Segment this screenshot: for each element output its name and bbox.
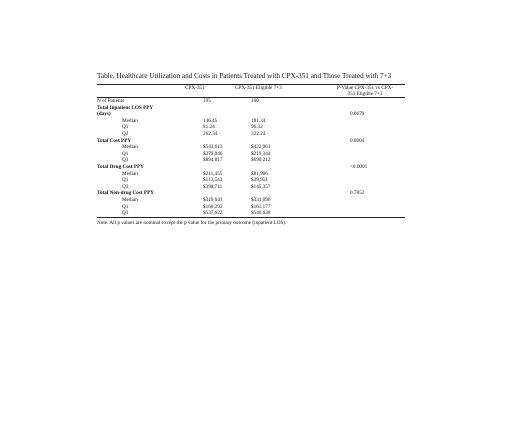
cpx351-value: $113,543 bbox=[203, 177, 223, 184]
table-caption: Table. Healthcare Utilization and Costs in Patients Treated with CPX-351 and Those Treated with 7+3 bbox=[97, 72, 392, 80]
row-label: Q3 bbox=[122, 130, 129, 137]
table-row bbox=[97, 105, 405, 112]
cpx351-eligible-value bbox=[235, 138, 325, 145]
row-label: Q3 bbox=[122, 157, 129, 164]
document bbox=[97, 72, 409, 227]
p-value bbox=[325, 197, 405, 204]
header-cpx351: CPX-351 bbox=[185, 85, 205, 91]
row-label: (days) bbox=[97, 111, 111, 118]
table-row bbox=[97, 177, 405, 184]
p-value: 0.7852 bbox=[350, 190, 365, 197]
table-note: Note. All p values are nominal except the p value for the primary outcome (inpatient LOS). bbox=[97, 219, 287, 226]
cpx351-value bbox=[185, 190, 235, 197]
row-label: Q1 bbox=[122, 124, 129, 131]
table-row bbox=[97, 144, 405, 151]
p-value bbox=[325, 177, 405, 184]
table-row bbox=[97, 131, 405, 138]
cpx351-value bbox=[185, 164, 235, 171]
row-label: Q3 bbox=[122, 183, 129, 190]
table-row bbox=[97, 210, 405, 217]
p-value bbox=[325, 210, 405, 217]
table-row bbox=[97, 98, 405, 105]
row-label: Total Non-drug Cost PPY bbox=[97, 190, 155, 197]
table-row bbox=[97, 157, 405, 164]
p-value bbox=[325, 171, 405, 178]
cpx351-eligible-value: 160 bbox=[251, 98, 259, 104]
results-table bbox=[97, 84, 405, 218]
cpx351-eligible-value: $540,638 bbox=[251, 210, 271, 217]
p-value bbox=[325, 151, 405, 158]
row-label: Median bbox=[122, 196, 138, 203]
p-value bbox=[325, 98, 405, 105]
cpx351-eligible-value: $81,906 bbox=[251, 170, 268, 177]
row-label: Median bbox=[122, 144, 138, 151]
header-row bbox=[97, 85, 405, 98]
header-p-value bbox=[325, 85, 405, 98]
cpx351-value: 146.45 bbox=[203, 117, 218, 124]
p-value bbox=[325, 118, 405, 125]
table-row bbox=[97, 111, 405, 118]
cpx351-value: $279,046 bbox=[203, 150, 223, 157]
p-value bbox=[325, 124, 405, 131]
cpx351-eligible-value bbox=[235, 164, 325, 171]
header-p-value-line2: 351 Eligible 7+3 bbox=[347, 91, 383, 97]
cpx351-eligible-value: $422,961 bbox=[251, 144, 271, 151]
cpx351-eligible-value: $690,212 bbox=[251, 157, 271, 164]
row-label: Median bbox=[122, 117, 138, 124]
cpx351-value bbox=[185, 105, 235, 112]
table-body bbox=[97, 98, 405, 218]
row-label: Q1 bbox=[122, 150, 129, 157]
p-value: <0.0001 bbox=[350, 163, 368, 170]
table-header bbox=[97, 85, 405, 98]
row-label: Q3 bbox=[122, 210, 129, 217]
cpx351-value: $319,643 bbox=[203, 196, 223, 203]
cpx351-value: $398,711 bbox=[203, 183, 223, 190]
cpx351-eligible-value: $219,344 bbox=[251, 150, 271, 157]
p-value bbox=[325, 105, 405, 112]
p-value bbox=[325, 204, 405, 211]
cpx351-eligible-value bbox=[235, 190, 325, 197]
row-label: Q1 bbox=[122, 203, 129, 210]
row-label: Total Cost PPY bbox=[97, 137, 132, 144]
row-label: Q1 bbox=[122, 177, 129, 184]
cpx351-value: 195 bbox=[203, 98, 211, 104]
cpx351-eligible-value: 181.34 bbox=[251, 117, 266, 124]
table-row bbox=[97, 184, 405, 191]
cpx351-eligible-value: 96.32 bbox=[251, 124, 263, 131]
table-row bbox=[97, 164, 405, 171]
cpx351-value: 262.34 bbox=[203, 130, 218, 137]
cpx351-eligible-value bbox=[235, 111, 325, 118]
row-label: Total Inpatient LOS PPY bbox=[97, 104, 154, 111]
header-cpx351-eligible: CPX-351 Eligible 7+3 bbox=[235, 85, 282, 91]
cpx351-eligible-value: $161,177 bbox=[251, 203, 271, 210]
header-p-value-line1: P-Value CPX-351 vs CPX- bbox=[336, 85, 394, 91]
cpx351-value: $211,455 bbox=[203, 170, 223, 177]
row-label: N of Patients bbox=[97, 98, 125, 104]
cpx351-eligible-value: 322.24 bbox=[251, 130, 266, 137]
p-value: 0.0004 bbox=[350, 137, 365, 144]
cpx351-eligible-value bbox=[235, 105, 325, 112]
table-row bbox=[97, 118, 405, 125]
cpx351-eligible-value: $39,951 bbox=[251, 177, 268, 184]
cpx351-value: $537,622 bbox=[203, 210, 223, 217]
header-label-column bbox=[97, 85, 185, 98]
table-row bbox=[97, 197, 405, 204]
cpx351-value: $543,613 bbox=[203, 144, 223, 151]
cpx351-eligible-value: $331,096 bbox=[251, 196, 271, 203]
table-row bbox=[97, 190, 405, 197]
p-value bbox=[325, 184, 405, 191]
cpx351-value: $160,292 bbox=[203, 203, 223, 210]
cpx351-value bbox=[185, 111, 235, 118]
table-row bbox=[97, 124, 405, 131]
p-value bbox=[325, 157, 405, 164]
p-value: 0.0679 bbox=[350, 111, 365, 118]
cpx351-value: 81.24 bbox=[203, 124, 215, 131]
row-label: Total Drug Cost PPY bbox=[97, 163, 144, 170]
row-label: Median bbox=[122, 170, 138, 177]
p-value bbox=[325, 131, 405, 138]
cpx351-value: $894,817 bbox=[203, 157, 223, 164]
cpx351-eligible-value: $145,357 bbox=[251, 183, 271, 190]
p-value bbox=[325, 144, 405, 151]
